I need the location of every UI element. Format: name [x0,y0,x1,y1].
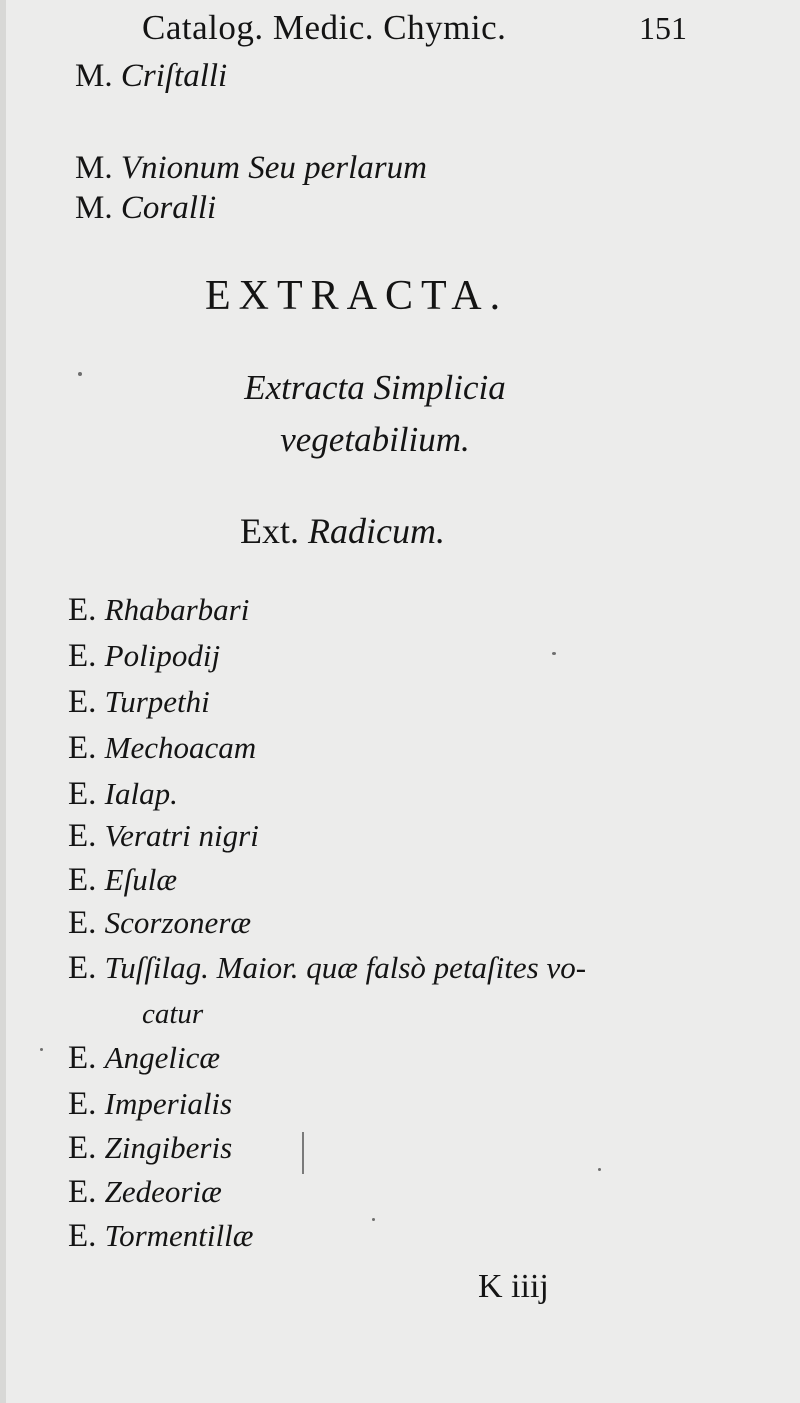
list-item [68,1086,232,1123]
entry-text: Zingiberis [104,1130,233,1165]
entry-text: Veratri nigri [104,818,259,853]
list-item [68,818,259,855]
list-item [75,58,227,95]
list-item [68,950,586,987]
signature-mark: K iiij [478,1268,549,1305]
entry-prefix: E. [68,862,97,898]
list-item [68,1040,220,1077]
list-item [68,905,251,942]
paper-speck [598,1168,601,1171]
entry-text: Criſtalli [120,58,228,94]
entry-prefix: E. [68,950,97,986]
entry-prefix: E. [68,1086,97,1122]
entry-prefix: M. [75,150,113,186]
page-number: 151 [639,10,687,46]
group-heading [240,510,445,552]
entry-text: Zedeoriæ [104,1174,222,1209]
entry-prefix: E. [68,1130,97,1166]
entry-text: Scorzoneræ [104,905,252,940]
list-item [68,776,178,813]
paper-speck [552,652,556,655]
paper-speck [40,1048,43,1051]
list-item [68,862,177,899]
entry-prefix: M. [75,190,113,226]
entry-text: Imperialis [104,1086,233,1121]
entry-prefix: E. [68,1218,97,1254]
entry-text: Mechoacam [104,730,257,765]
group-name: Radicum. [308,511,445,551]
paper-speck [78,372,82,376]
group-prefix: Ext. [240,511,299,551]
subheading-line-2: vegetabilium. [280,420,470,459]
entry-text: Coralli [120,190,217,226]
entry-prefix: E. [68,592,97,628]
entry-prefix: E. [68,1174,97,1210]
paper-speck [372,1218,375,1221]
entry-text: Angelicæ [104,1040,221,1075]
entry-prefix: E. [68,905,97,941]
entry-prefix: E. [68,730,97,766]
list-item [75,190,216,227]
entry-text: Ialap. [104,776,178,811]
list-item [68,730,256,767]
list-item [68,592,249,629]
running-title: Catalog. Medic. Chymic. [142,8,507,47]
list-item [68,638,220,675]
entry-text: Vnionum Seu perlarum [120,150,427,186]
page-edge-shadow [0,0,6,1403]
entry-continuation: catur [142,998,204,1030]
entry-prefix: E. [68,818,97,854]
section-heading: EXTRACTA. [205,273,509,319]
entry-prefix: E. [68,638,97,674]
list-item [75,150,427,187]
list-item [68,1218,253,1255]
entry-text: Tuſſilag. Maior. quæ falsò petaſites vo- [104,950,587,985]
list-item [68,1130,232,1167]
subheading-line-1: Extracta Simplicia [244,368,506,407]
entry-prefix: M. [75,58,113,94]
list-item [68,684,210,721]
entry-prefix: E. [68,1040,97,1076]
entry-prefix: E. [68,776,97,812]
running-head [142,8,702,50]
entry-text: Tormentillæ [104,1218,254,1253]
list-item [68,1174,222,1211]
entry-text: Rhabarbari [104,592,250,627]
ink-stroke [302,1132,304,1174]
entry-text: Polipodij [104,638,221,673]
entry-text: Eſulæ [104,862,178,897]
entry-text: Turpethi [104,684,210,719]
entry-prefix: E. [68,684,97,720]
